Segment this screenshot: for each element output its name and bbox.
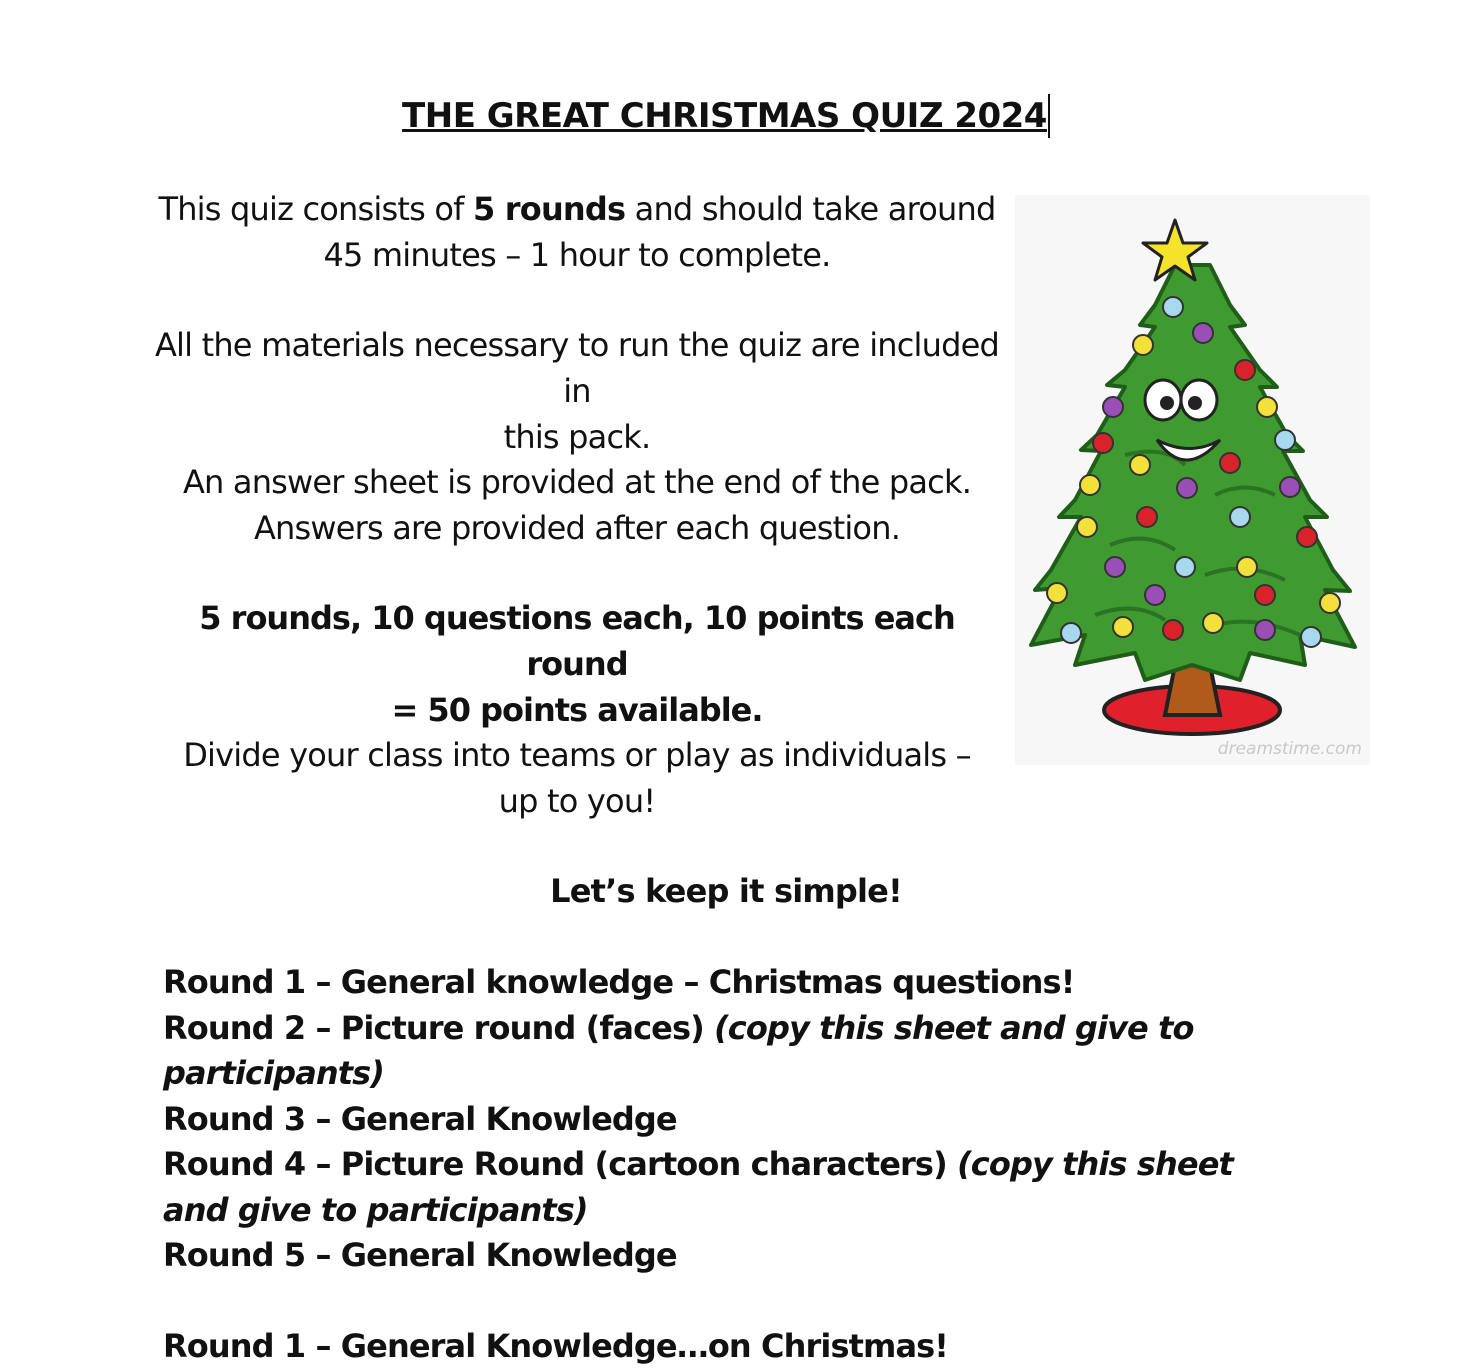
- round-label: Round 3 – General Knowledge: [163, 1099, 677, 1138]
- points-summary: 5 rounds, 10 questions each, 10 points each round: [199, 599, 955, 683]
- intro-answer-sheet: An answer sheet is provided at the end of the pack.: [182, 463, 972, 501]
- intro-text: This quiz consists of: [158, 190, 473, 228]
- christmas-tree-image: [1015, 195, 1370, 765]
- intro-duration: 45 minutes – 1 hour to complete.: [323, 236, 831, 274]
- round-item-1: [163, 960, 1303, 1006]
- watermark-text: dreamstime.com: [1217, 739, 1362, 759]
- christmas-tree-icon: [1015, 195, 1370, 765]
- intro-answers: Answers are provided after each question.: [253, 509, 901, 547]
- intro-paragraph-4: [152, 595, 1002, 733]
- title-text: THE GREAT CHRISTMAS QUIZ 2024: [402, 96, 1047, 136]
- document-title: [0, 94, 1452, 138]
- round-item-3: [163, 1097, 1303, 1143]
- intro-paragraph-2: [152, 322, 1002, 460]
- round-note: (copy this sheet and give to participants): [163, 1008, 1194, 1092]
- intro-paragraph-5: [152, 732, 1002, 824]
- intro-text: and should take around: [625, 190, 996, 228]
- round-item-2: [163, 1006, 1303, 1097]
- intro-teams-2: up to you!: [498, 782, 656, 820]
- round-label: Round 4 – Picture Round (cartoon characters): [163, 1145, 958, 1183]
- intro-materials-2: this pack.: [503, 418, 651, 456]
- intro-materials: All the materials necessary to run the quiz are included in: [154, 326, 1000, 410]
- simple-heading: Let’s keep it simple!: [550, 872, 902, 910]
- intro-paragraph-3: [152, 459, 1002, 551]
- round-label: Round 1 – General knowledge – Christmas questions!: [163, 963, 1075, 1001]
- round-item-4: [163, 1142, 1303, 1233]
- round-note: (copy this sheet and give to participants): [163, 1145, 1233, 1229]
- text-cursor: [1048, 94, 1050, 138]
- rounds-list: [163, 960, 1303, 1279]
- intro-bold-rounds: 5 rounds: [472, 190, 626, 228]
- round-label: Round 2 – Picture round (faces): [163, 1008, 715, 1047]
- intro-teams: Divide your class into teams or play as individuals –: [183, 736, 971, 774]
- round-label: Round 5 – General Knowledge: [163, 1236, 677, 1274]
- intro-paragraph-1: [152, 186, 1002, 278]
- round-item-5: [163, 1233, 1303, 1279]
- round-1-heading: Round 1 – General Knowledge…on Christmas!: [163, 1327, 948, 1365]
- points-total: = 50 points available.: [391, 691, 763, 729]
